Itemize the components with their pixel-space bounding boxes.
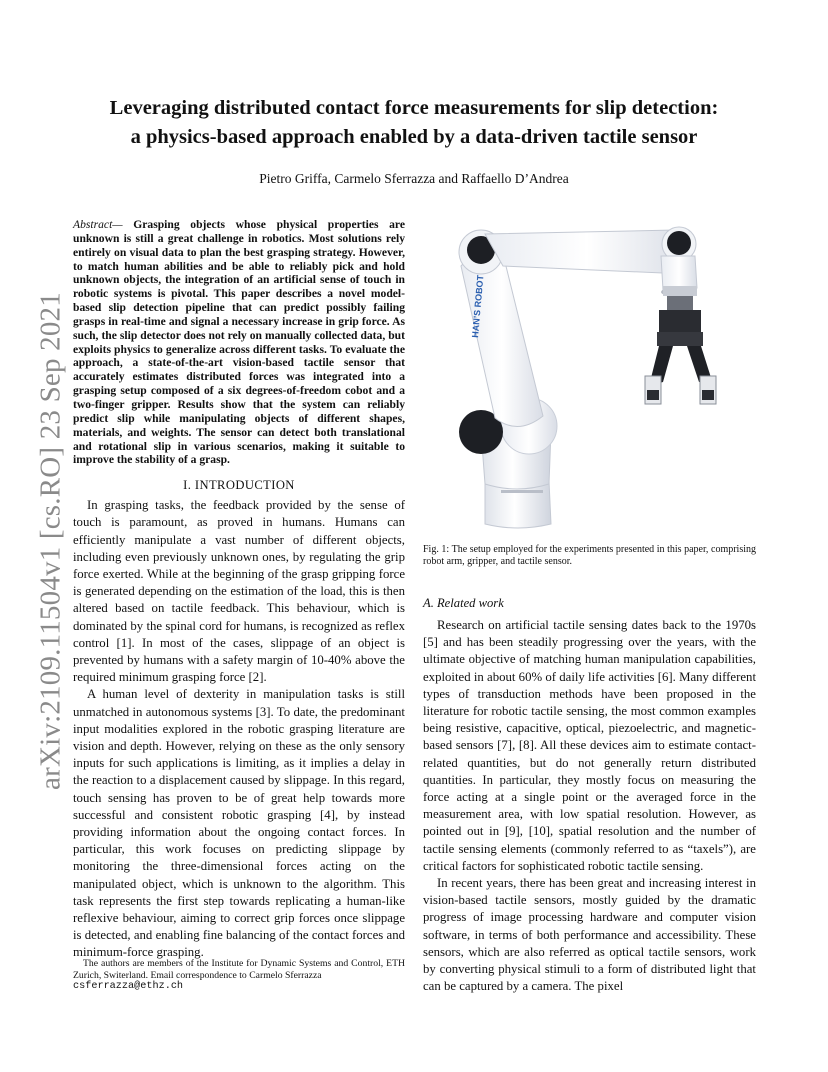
subsection-heading-related-work: A. Related work [423,596,504,610]
abstract-lead: Abstract— [73,218,123,231]
related-work-paragraph-2: In recent years, there has been great and increasing interest in vision-based tactile sensors, mostly guided by the dramatic progress of image processing hardware and computer vision software, in terms of both performance and accessibility. These sensors, which are also referred as optical tactile sensors, work by converting physical stimuli to a form of distributed light that can be captured by a camera. The pixel [423,876,756,994]
section-heading-introduction: I. INTRODUCTION [183,478,295,493]
title-line-2: a physics-based approach enabled by a data-driven tactile sensor [130,126,698,148]
arxiv-stamp: arXiv:2109.11504v1 [cs.RO] 23 Sep 2021 [34,292,67,790]
related-work-paragraph-1: Research on artificial tactile sensing dates back to the 1970s [5] and has been steadily progressing over the years, with the ultimate objective of matching human manipulation capabilities, exploited in about 60% of daily life activities [6]. Many different types of transduction methods have been proposed in the literature for robotic tactile sensing, the most common examples being resistive, capacitive, optical, piezoelectric, and magnetic-based sensors [7], [8]. All these devices aim to estimate contact-related quantities, but do not generally return distributed quantities. In particular, they mostly focus on measuring the force acting at a single point or the averaged force in the measurement area, with low spatial resolution. However, as pointed out in [9], [10], spatial resolution and the number of tactile sensing elements (commonly referred to as “taxels”), are critical factors for sophisticated robotic tactile sensing. [423,618,756,873]
robot-brand-label: HAN’S ROBOT [470,274,486,339]
intro-paragraph-1: In grasping tasks, the feedback provided by the sense of touch is paramount, as proved in humans. Humans can efficiently manipulate a vast number of different objects, including even previously unknown ones, by regulating the grip force exerted. While at the beginning of the grasp gripping force is generated depending on the estimation of the load, this is then altered based on tactile feedback. This behaviour, which is dominated by the spinal cord for humans, is recognized as reflex control [1]. In most of the cases, slippage of an object is prevented by humans with a safety margin of 10-40% above the required minimum grasping force [2]. [73,498,405,685]
title-line-1: Leveraging distributed contact force measurements for slip detection: [109,97,719,119]
author-list: Pietro Griffa, Carmelo Sferrazza and Raffaello D’Andrea [259,171,569,186]
footnote-email: csferrazza@ethz.ch [73,981,184,993]
left-column [73,218,405,962]
footnote [73,958,405,993]
intro-paragraph-2: A human level of dexterity in manipulation tasks is still unmatched in autonomous systems [3]. To date, the predominant input modalities explored in the robotic grasping literature are vision and depth. However, relying on these as the only sensory inputs for such applications is limiting, as it implies a delay in the reaction to a displacement caused by slippage. In this regard, touch sensing has proven to be of great help towards more successful and consistent robotic grasping [4], by instead providing information about the ongoing contact forces. In particular, this work focuses on predicting slippage by monitoring the three-dimensional forces acting on the manipulated object, which is unknown to the algorithm. This task represents the first step towards replicating a human-like reflexive behaviour, aiming to correct grip forces once slippage is detected, and enabling fine balancing of the contact forces and minimum-force grasping. [73,687,405,960]
abstract [73,218,405,467]
paper-title [70,94,758,152]
figure-robot-arm [423,226,756,538]
footnote-text: The authors are members of the Institute for Dynamic Systems and Control, ETH Zurich, Switerland. Email correspondence to Carmelo Sferrazza [73,958,405,981]
robot-arm-illustration [423,226,756,538]
abstract-text: Grasping objects whose physical properties are unknown is still a great challenge in robotics. Most solutions rely entirely on visual data to plan the best grasping strategy. However, to match human abilities and be able to reliably pick and hold unknown objects, the integration of an artificial sense of touch in robotic systems is pivotal. This paper describes a novel model-based slip detection pipeline that can predict possibly failing grasps in real-time and signal a necessary increase in grip force. As such, the slip detector does not rely on manually collected data, but exploits physics to generalize across different tasks. To evaluate the approach, a state-of-the-art vision-based tactile sensor that accurately estimates distributed forces was integrated into a grasping setup composed of a six degrees-of-freedom cobot and a two-finger gripper. Results show that the system can reliably predict slip while manipulating objects of different shapes, materials, and weights. The sensor can detect both translational and rotational slip in various scenarios, making it suitable to improve the stability of a grasp. [73,218,405,467]
figure-caption: Fig. 1: The setup employed for the experiments presented in this paper, comprising robot arm, gripper, and tactile sensor. [423,544,756,567]
right-column [423,226,756,995]
